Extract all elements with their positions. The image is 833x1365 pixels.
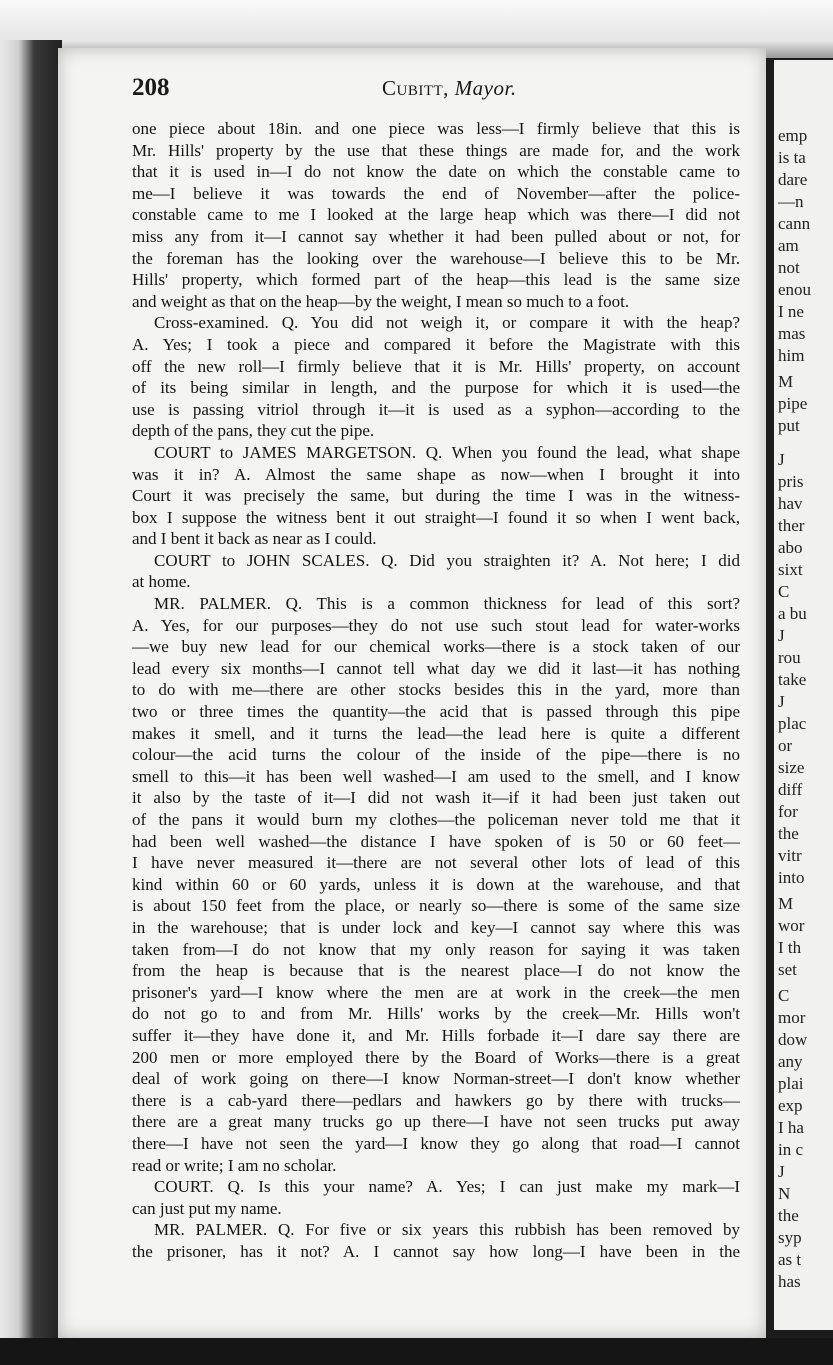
facing-page-fragment: I ne xyxy=(778,302,804,321)
facing-page-fragment: mas xyxy=(778,324,806,343)
facing-page-fragment: a bu xyxy=(778,604,807,623)
text-line: makes it smell, and it turns the lead—the lead here is quite a different xyxy=(132,723,740,743)
text-line: COURT to JOHN SCALES. Q. Did you straighten it? A. Not here; I did xyxy=(154,550,740,570)
text-line: it also by the taste of it—I did not wash it—if it had been just taken out xyxy=(132,788,740,808)
facing-page-fragment: exp xyxy=(778,1096,803,1115)
text-line: Cross-examined. Q. You did not weigh it, or compare it with the heap? xyxy=(154,313,740,333)
text-line: and I bent it back as near as I could. xyxy=(132,529,377,549)
facing-page-fragment: M xyxy=(778,372,794,391)
text-line: from the heap is because that is the nearest place—I do not know the xyxy=(132,961,740,981)
facing-page-fragment: size xyxy=(778,758,805,777)
text-line: me—I believe it was towards the end of November—after the police- xyxy=(132,183,740,203)
text-line: two or three times the quantity—the acid that is passed through this pipe xyxy=(132,702,740,722)
text-line: there—I have not seen the yard—I know they go along that road—I cannot xyxy=(132,1133,740,1153)
text-line: at home. xyxy=(132,572,191,592)
facing-page-fragment: the xyxy=(778,1206,799,1225)
facing-page-fragment: for xyxy=(778,802,798,821)
facing-page-fragment: as t xyxy=(778,1250,802,1269)
facing-page-fragment: has xyxy=(778,1272,801,1291)
facing-page-fragment: in c xyxy=(778,1140,804,1159)
facing-page-fragment: cann xyxy=(778,214,811,233)
text-line: Court it was precisely the same, but during the time I was in the witness- xyxy=(132,486,740,506)
facing-page-fragment: J xyxy=(778,450,785,469)
facing-page-fragment: plac xyxy=(778,714,807,733)
facing-page-fragment: N xyxy=(778,1184,791,1203)
text-line: MR. PALMER. Q. This is a common thickness for lead of this sort? xyxy=(154,594,740,614)
facing-page-fragment: vitr xyxy=(778,846,802,865)
facing-page-fragment: abo xyxy=(778,538,803,557)
text-line: and weight as that on the heap—by the weight, I mean so much to a foot. xyxy=(132,291,630,311)
text-line: lead every six months—I cannot tell what day we did it last—it has nothing xyxy=(132,658,740,678)
scan-bottom-margin xyxy=(0,1338,833,1365)
facing-page-fragment: C xyxy=(778,582,790,601)
page-number: 208 xyxy=(132,74,170,101)
facing-page-fragment: ther xyxy=(778,516,805,535)
facing-page-fragment: C xyxy=(778,986,790,1005)
text-line: —we buy new lead for our chemical works—there is a stock taken of our xyxy=(132,637,740,657)
text-line: smell to this—it has been well washed—I am used to the smell, and I know xyxy=(132,766,740,786)
text-line: the prisoner, has it not? A. I cannot say how long—I have been in the xyxy=(132,1241,740,1261)
facing-page-fragment: the xyxy=(778,824,799,843)
facing-page-fragment: any xyxy=(778,1052,803,1071)
text-line: A. Yes; I took a piece and compared it before the Magistrate with this xyxy=(132,334,740,354)
facing-page-fragment: J xyxy=(778,1162,785,1181)
facing-page-fragment: diff xyxy=(778,780,803,799)
facing-page-fragment: him xyxy=(778,346,805,365)
text-line: kind within 60 or 60 yards, unless it is down at the warehouse, and that xyxy=(132,874,740,894)
facing-page-fragment: I th xyxy=(778,938,802,957)
text-line: A. Yes, for our purposes—they do not use such stout lead for water-works xyxy=(132,615,740,635)
text-line: was it in? A. Almost the same shape as now—when I brought it into xyxy=(132,464,740,484)
text-line: can just put my name. xyxy=(132,1198,282,1218)
text-line: one piece about 18in. and one piece was less—I firmly believe that this is xyxy=(132,119,740,138)
text-line: of the pans it would burn my clothes—the policeman never told me that it xyxy=(132,810,740,829)
text-line: use is passing vitriol through it—it is used as a syphon—according to the xyxy=(132,399,740,419)
facing-page-fragment: not xyxy=(778,258,800,277)
text-line: Hills' property, which formed part of the heap—this lead is the same size xyxy=(132,270,740,290)
text-line: miss any from it—I cannot say whether it had been pulled about or not, for xyxy=(132,226,740,246)
text-line: COURT to JAMES MARGETSON. Q. When you found the lead, what shape xyxy=(154,442,740,462)
facing-page-fragment: rou xyxy=(778,648,801,667)
facing-page-fragment: into xyxy=(778,868,805,887)
facing-page-fragment: sixt xyxy=(778,560,803,579)
text-line: prisoner's yard—I know where the men are at work in the creek—the men xyxy=(132,982,740,1002)
text-line: depth of the pans, they cut the pipe. xyxy=(132,421,375,441)
facing-page-fragment: hav xyxy=(778,494,803,513)
facing-page-fragment: pris xyxy=(778,472,804,491)
text-line: colour—the acid turns the colour of the inside of the pipe—there is no xyxy=(132,745,740,765)
facing-page-fragment: M xyxy=(778,894,794,913)
running-title-office: Mayor. xyxy=(454,76,517,100)
text-line: do not go to and from Mr. Hills' works by the creek—Mr. Hills won't xyxy=(132,1004,740,1024)
facing-page-fragment: enou xyxy=(778,280,812,299)
text-line: to do with me—there are other stocks besides this in the yard, more than xyxy=(132,680,740,700)
text-line: suffer it—they have done it, and Mr. Hills forbade it—I dare say there are xyxy=(132,1025,740,1045)
text-line: of its being similar in length, and the purpose for which it is used—the xyxy=(132,378,740,398)
facing-page-fragment: wor xyxy=(778,916,805,935)
text-line: constable came to me I looked at the large heap which was there—I did not xyxy=(132,205,740,225)
facing-page-fragment: or xyxy=(778,736,793,755)
text-line: had been well washed—the distance I have spoken of is 50 or 60 feet— xyxy=(132,831,740,851)
text-line: that it is used in—I do not know the date on which the constable came to xyxy=(132,162,740,182)
text-line: off the new roll—I firmly believe that it is Mr. Hills' property, on account xyxy=(132,356,740,376)
text-line: taken from—I do not know that my only reason for saying it was taken xyxy=(132,939,740,959)
facing-page-fragment: —n xyxy=(778,192,804,211)
text-line: 200 men or more employed there by the Board of Works—there is a great xyxy=(132,1047,740,1067)
text-line: the foreman has the looking over the warehouse—I believe this to be Mr. xyxy=(132,248,740,268)
facing-page-fragment: emp xyxy=(778,126,808,145)
facing-page-fragment: am xyxy=(778,236,799,255)
facing-page-fragment: dare xyxy=(778,170,808,189)
page-body-text xyxy=(132,118,740,1262)
facing-page-fragment: put xyxy=(778,416,800,435)
text-line: read or write; I am no scholar. xyxy=(132,1155,337,1175)
facing-page-fragment: dow xyxy=(778,1030,808,1049)
text-line: there are a great many trucks go up there—I have not seen trucks put away xyxy=(132,1112,740,1132)
book-binding xyxy=(0,40,62,1365)
facing-page-fragment: J xyxy=(778,626,785,645)
running-title-name: Cubitt, xyxy=(382,76,449,100)
text-line: in the warehouse; that is under lock and key—I cannot say where this was xyxy=(132,917,740,937)
running-title xyxy=(382,76,517,101)
facing-page-fragment: mor xyxy=(778,1008,806,1027)
text-line: Mr. Hills' property by the use that these things are made for, and the work xyxy=(132,140,740,160)
running-head xyxy=(132,74,742,110)
text-line: box I suppose the witness bent it out straight—I found it so when I went back, xyxy=(132,507,740,527)
text-line: is about 150 feet from the place, or nearly so—there is some of the same size xyxy=(132,896,740,916)
facing-page-fragment: J xyxy=(778,692,785,711)
facing-page-fragment: syp xyxy=(778,1228,802,1247)
text-line: COURT. Q. Is this your name? A. Yes; I can just make my mark—I xyxy=(154,1177,740,1197)
text-line: deal of work going on there—I know Norman-street—I don't know whether xyxy=(132,1069,740,1089)
facing-page-fragment: set xyxy=(778,960,797,979)
facing-page-fragment: take xyxy=(778,670,807,689)
text-line: I have never measured it—there are not several other lots of lead of this xyxy=(132,853,740,873)
facing-page-edge xyxy=(774,60,833,1330)
text-line: there is a cab-yard there—pedlars and hawkers go by there with trucks— xyxy=(132,1090,740,1110)
facing-page-fragment: is ta xyxy=(778,148,806,167)
facing-page-fragment: plai xyxy=(778,1074,804,1093)
text-line: MR. PALMER. Q. For five or six years this rubbish has been removed by xyxy=(154,1220,740,1240)
facing-page-fragment: I ha xyxy=(778,1118,804,1137)
facing-page-fragment: pipe xyxy=(778,394,808,413)
